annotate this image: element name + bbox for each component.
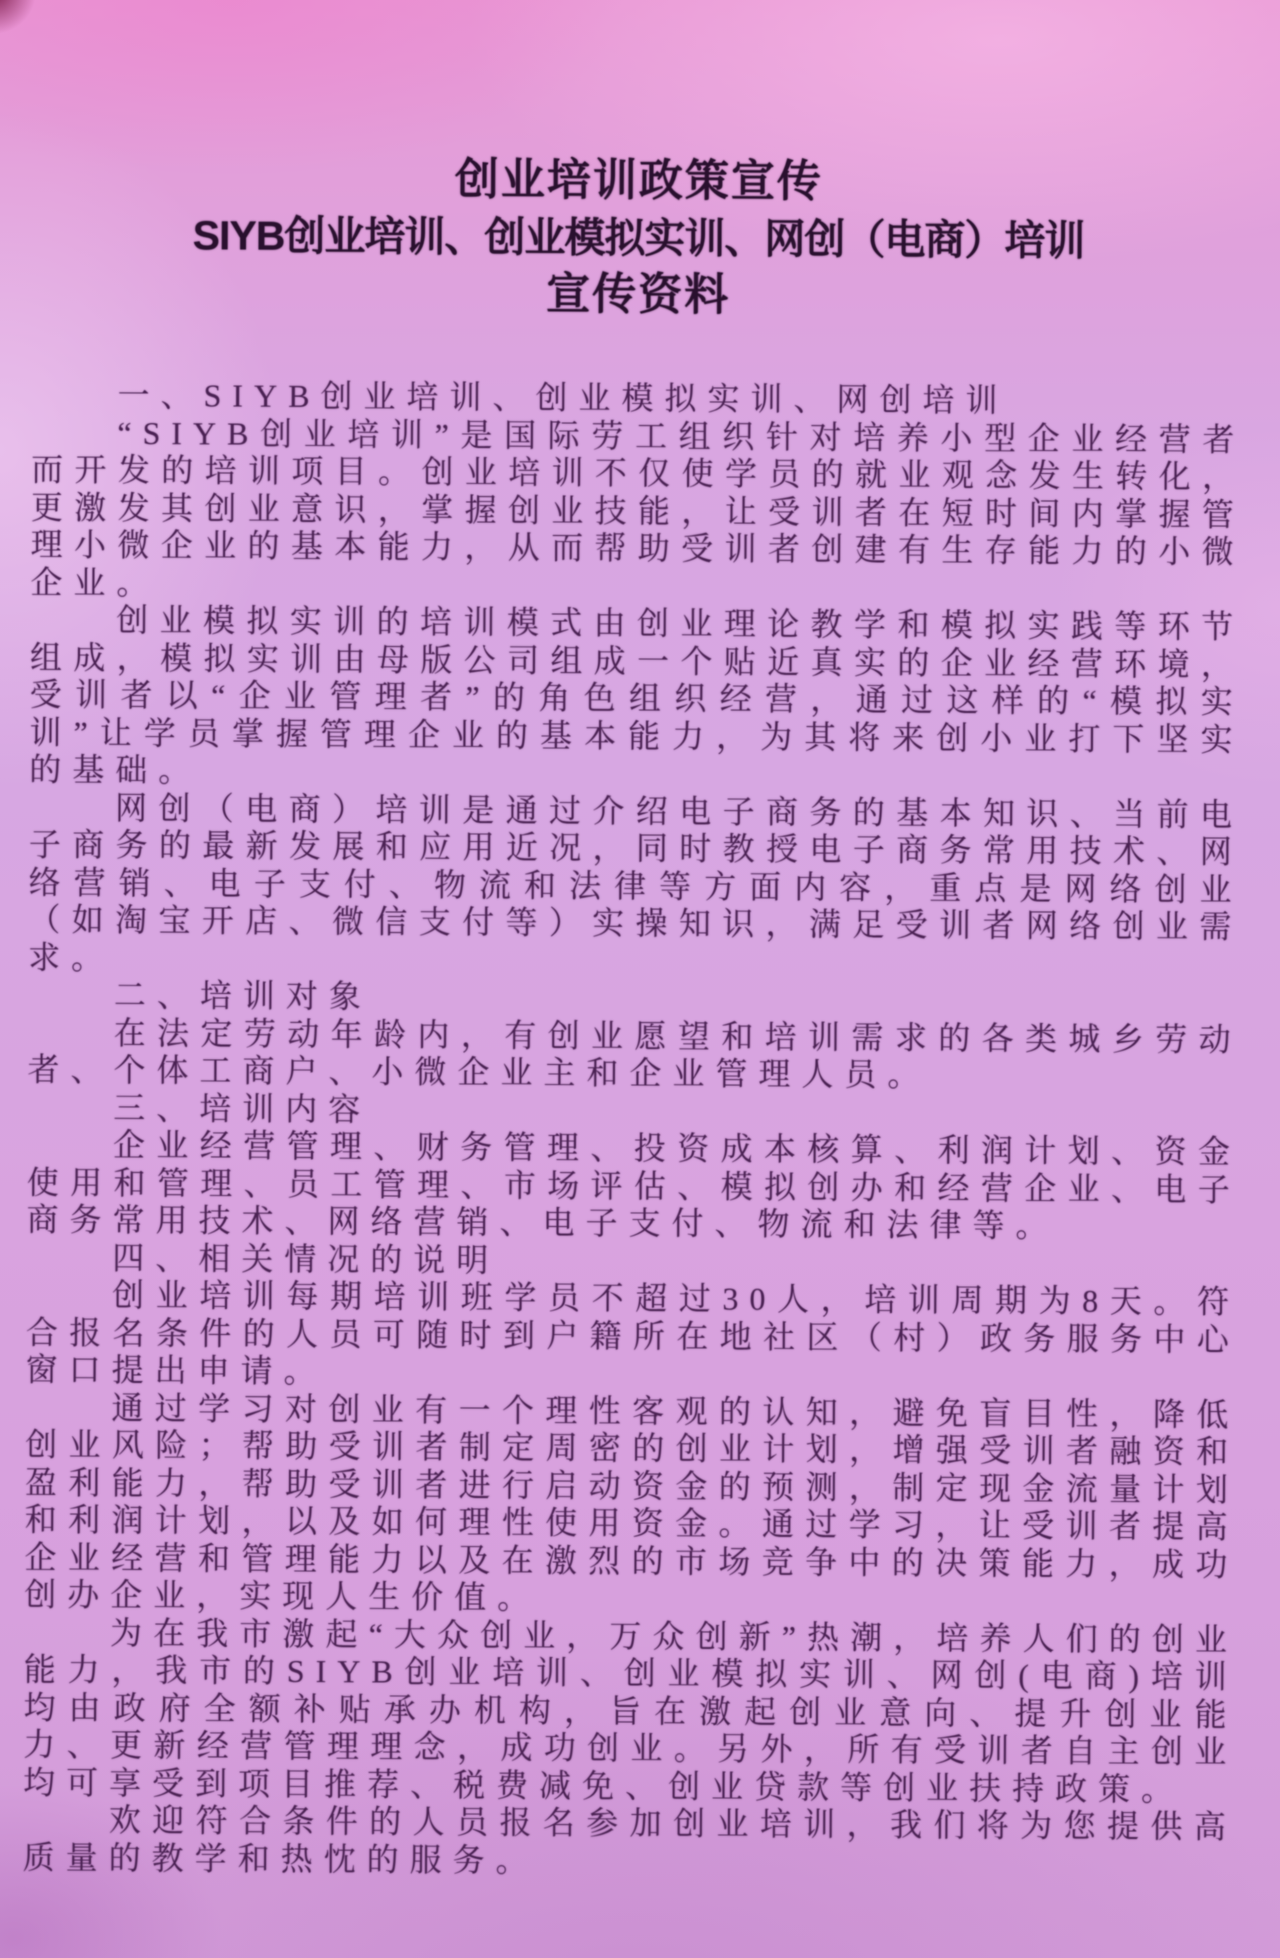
- paragraph-simulation-training: 创业模拟实训的培训模式由创业理论教学和模拟实践等环节组成，模拟实训由母版公司组成一个贴近真实的企业经营环境，受训者以“企业管理者”的角色组织经营，通过这样的“模拟实训”让学员掌握管理企业的基本能力，为其将来创小业打下坚实的基础。: [29, 601, 1245, 789]
- section-heading-3: 三、培训内容: [113, 1089, 372, 1127]
- paragraph-training-contents: 企业经营管理、财务管理、投资成本核算、利润计划、资金使用和管理、员工管理、市场评估、模拟创办和经营企业、电子商务常用技术、网络营销、电子支付、物流和法律等。: [26, 1126, 1242, 1244]
- paragraph-government-subsidy: 为在我市激起“大众创业，万众创新”热潮，培养人们的创业能力，我市的SIYB创业培训、创业模拟实训、网创(电商)培训均由政府全额补贴承办机构，旨在激起创业意向、提升创业能力、更新经营管理理念，成功创业。另外，所有受训者自主创业均可享受到项目推荐、税费减免、创业贷款等创业扶持政策。: [22, 1614, 1239, 1807]
- section-heading-2: 二、培训对象: [113, 976, 373, 1015]
- title-line-1: 创业培训政策宣传: [454, 154, 824, 207]
- paragraph-training-targets: 在法定劳动年龄内，有创业愿望和培训需求的各类城乡劳动者、个体工商户、小微企业主和企业管理人员。: [27, 1014, 1242, 1093]
- document-title: [0, 148, 1279, 328]
- paragraph-welcome: 欢迎符合条件的人员报名参加创业培训，我们将为您提供高质量的教学和热忱的服务。: [22, 1801, 1237, 1878]
- paragraph-ecommerce-training: 网创（电商）培训是通过介绍电子商务的基本知识、当前电子商务的最新发展和应用近况，同时教授电子商务常用技术、网络营销、电子支付、物流和法律等方面内容，重点是网络创业（如淘宝开店、微信支付等）实操知识，满足受训者网络创业需求。: [28, 789, 1244, 976]
- section-heading-4: 四、相关情况的说明: [112, 1239, 500, 1278]
- title-line-2: SIYB创业培训、创业模拟实训、网创（电商）培训: [192, 212, 1085, 264]
- title-line-3: 宣传资料: [546, 269, 731, 320]
- paragraph-class-size: 创业培训每期培训班学员不超过30人，培训周期为8天。符合报名条件的人员可随时到户籍所在地社区（村）政务服务中心窗口提出申请。: [25, 1276, 1241, 1390]
- section-heading-1: 一、SIYB创业培训、创业模拟实训、网创培训: [117, 376, 1009, 419]
- paragraph-siyb-intro: “SIYB创业培训”是国际劳工组织针对培养小型企业经营者而开发的培训项目。创业培训不仅使学员的就业观念发生转化，更激发其创业意识，掌握创业技能，让受训者在短时间内掌握管理小微企业的基本能力，从而帮助受训者创建有生存能力的小微企业。: [30, 414, 1246, 601]
- document-body: [0, 376, 1278, 1884]
- paragraph-learning-benefits: 通过学习对创业有一个理性客观的认知，避免盲目性，降低创业风险；帮助受训者制定周密的创业计划，增强受训者融资和盈利能力，帮助受训者进行启动资金的预测，制定现金流量计划和利润计划，以及如何理性使用资金。通过学习，让受训者提高企业经营和管理能力以及在激烈的市场竞争中的决策能力，成功创办企业，实现人生价值。: [24, 1389, 1240, 1616]
